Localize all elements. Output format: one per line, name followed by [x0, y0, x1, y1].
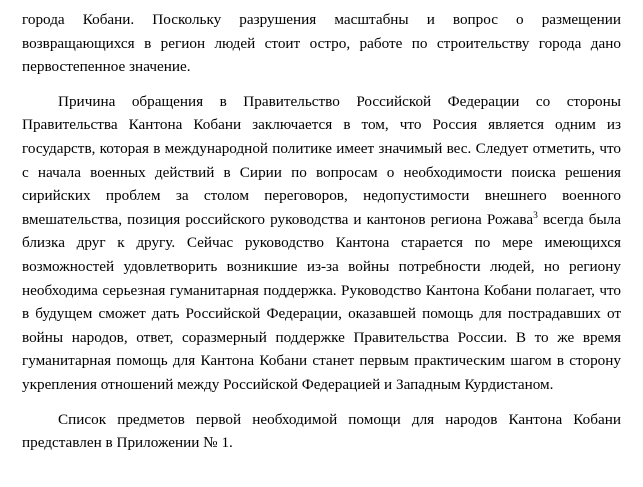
paragraph-2-text-before-footnote: Причина обращения в Правительство Российской Федерации со стороны Правительства Кантона Кобани заключается в том, что Россия является одним из государств, которая в международной политике имеет значимый вес. Следует отметить, что с начала военных действий в Сирии по вопросам о необходимости поиска решения сирийских проблем за столом переговоров, недопустимости внешнего военного вмешательства, позиция российского руководства и кантонов региона Рожава [22, 92, 621, 228]
paragraph-1: города Кобани. Поскольку разрушения масштабны и вопрос о размещении возвращающихся в регион людей стоит остро, работе по строительству города дано первостепенное значение. [22, 11, 621, 76]
paragraph-2-text-after-footnote: всегда была близка друг к другу. Сейчас руководство Кантона старается по мере имеющихся возможностей удовлетворить возникшие из-за войны потребности людей, но региону необходима серьезная гуманитарная поддержка. Руководство Кантона Кобани полагает, что в будущем сможет дать Российской Федерации, оказавшей помощь для пострадавших от войны народов, ответ, соразмерный поддержке Правительства России. В то же время гуманитарная помощь для Кантона Кобани станет первым практическим шагом в сторону укрепления отношений между Российской Федерацией и Западным Курдистаном. [22, 210, 621, 393]
paragraph-2 [22, 90, 621, 397]
footnote-reference-3: 3 [533, 210, 538, 221]
paragraph-3: Список предметов первой необходимой помощи для народов Кантона Кобани представлен в Приложении № 1. [22, 410, 621, 452]
